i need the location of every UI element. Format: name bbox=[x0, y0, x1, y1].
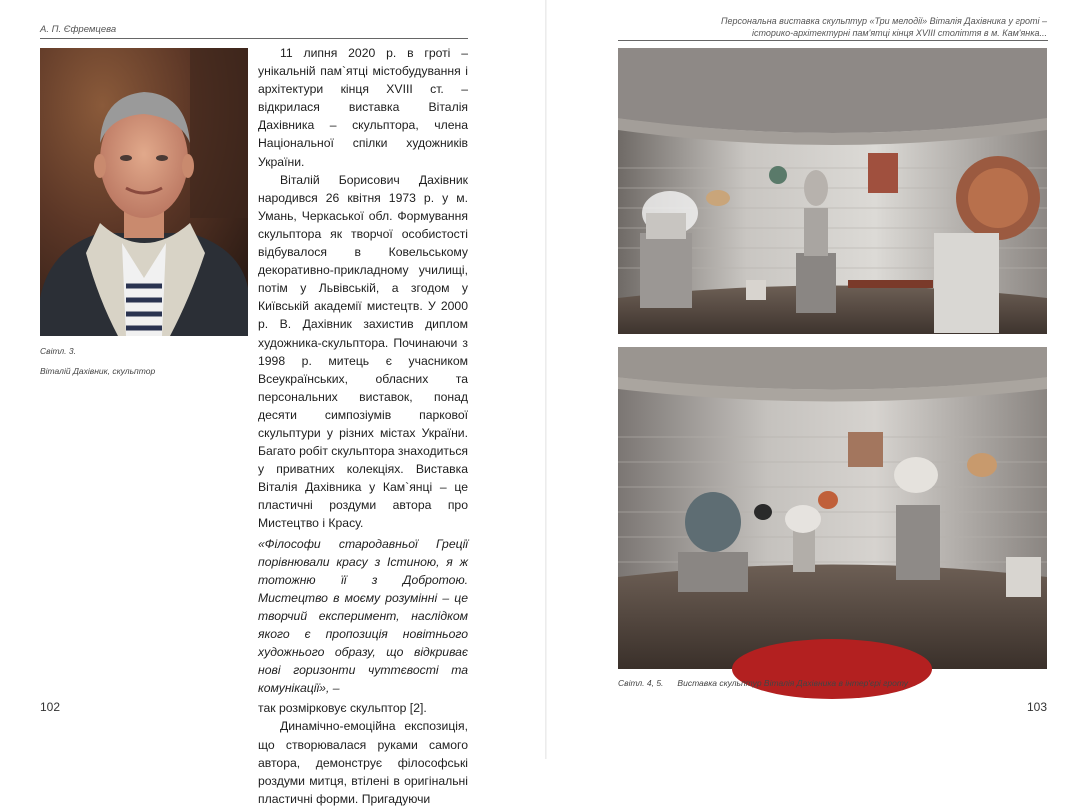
running-head-title bbox=[627, 15, 1047, 39]
paragraph-2: Віталій Борисович Дахівник народився 26 квітня 1973 р. у м. Умань, Черкаської обл. Формування скульптора як творчої особистості відбувалося в Ковельському декоративно-прикладному училищі, потім у Львівській, а згодом у Київській академії мистецтв. У 2000 р. В. Дахівник захистив диплом художника-скульптора. Починаючи з 1998 р. митець є учасником Всеукраїнських, обласних та персональних виставок, понад десяти симпозіумів паркової скульптури у різних містах України. Багато робіт скульптора знаходиться у приватних колекціях. Виставка Віталія Дахівника у Кам`янці – це пластичні роздуми автора про Мистецтво і Красу. bbox=[258, 172, 469, 531]
figure-4-5-caption bbox=[618, 678, 922, 688]
exhibition-photo-4 bbox=[618, 48, 1047, 334]
paragraph-3: Динамічно-емоційна експозиція, що створювалася руками самого автора, демонструє філософські роздуми митця, втілені в оригінальні пластичні форми. Пригадуючи bbox=[258, 719, 468, 806]
page-number-right: 103 bbox=[1026, 700, 1047, 714]
running-head-line-1: Персональна виставка скульптур «Три мелодії» Віталія Дахівника у гроті – bbox=[721, 16, 1047, 26]
article-body bbox=[258, 44, 468, 808]
running-head-author: А. П. Єфремцева bbox=[40, 24, 117, 35]
paragraph-1: 11 липня 2020 р. в гроті – унікальній пам`ятці містобудування і архітектури кінця XVIII ст. – відкрилася виставка Віталія Дахівника – скульптора, члена Національної спілки художників України. bbox=[258, 46, 468, 169]
figure-4-5-number: Світл. 4, 5. bbox=[618, 678, 664, 688]
figure-4-5-text: Виставка скульптур Віталія Дахівника в інтер'єрі гроту bbox=[677, 678, 908, 688]
quote-attribution: так розмірковує скульптор [2]. bbox=[258, 701, 427, 716]
exhibition-photo-5 bbox=[618, 347, 1047, 669]
portrait-photo bbox=[40, 48, 248, 336]
figure-3-caption: Віталій Дахівник, скульптор bbox=[40, 366, 156, 376]
header-rule-right bbox=[618, 40, 1048, 41]
figure-3-number: Світл. 3. bbox=[40, 346, 76, 356]
page-number-left: 102 bbox=[40, 700, 61, 714]
right-page bbox=[546, 0, 1092, 759]
left-page bbox=[0, 0, 546, 806]
running-head-line-2: історико-архітектурні пам'ятці кінця XVIII століття в м. Кам'янка... bbox=[751, 28, 1047, 38]
sculptor-quote: «Філософи стародавньої Греції порівнювали красу з Істиною, я ж тотожню її з Добротою. Мистецтво в моєму розумінні – це творчий експеримент, наслідком якого є пропозиція новітнього художнього образу, що відкриває нові горизонти чуттєвості та комунікації», – bbox=[258, 536, 468, 696]
header-rule bbox=[40, 38, 468, 39]
